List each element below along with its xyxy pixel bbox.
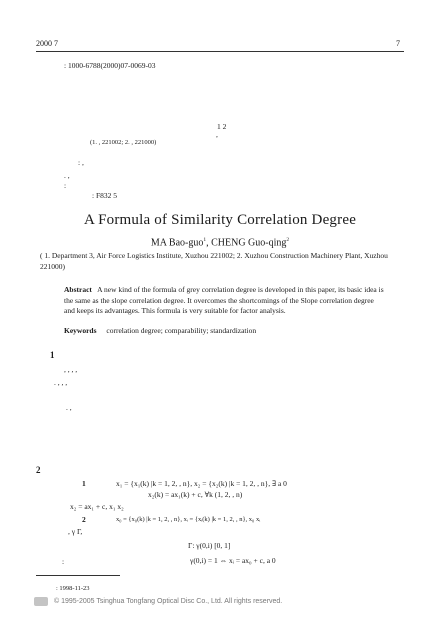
keywords-label: Keywords: [64, 326, 97, 335]
gamma-definition: Γ: γ(0,i) [0, 1]: [188, 541, 231, 550]
document-id: : 1000-6788(2000)07-0069-03: [64, 61, 156, 70]
clc-number: : F832 5: [92, 191, 118, 200]
definition-1-line-1: x₁ = {x₁(k) |k = 1, 2, , n}, x₂ = {x₂(k) |k = 1, 2, , n}, ∃ a 0: [116, 479, 287, 488]
english-authors: [0, 237, 440, 248]
abstract-label: Abstract: [64, 285, 92, 294]
section-1-number: 1: [50, 350, 55, 360]
gamma-colon: :: [62, 557, 65, 566]
definition-1-line-2: x₂(k) = ax₁(k) + c, ∀k (1, 2, , n): [148, 490, 243, 499]
abstract-cn-line-b: . ,: [64, 171, 70, 180]
keywords-text: correlation degree; comparability; standardization: [106, 326, 257, 335]
author-1: MA Bao-guo: [150, 237, 204, 249]
footnote-rule: [36, 575, 120, 576]
author-1-superscript: 1: [203, 237, 207, 243]
clc-prefix: :: [64, 181, 67, 190]
english-abstract: [64, 285, 384, 317]
header-rule: [36, 51, 404, 52]
publisher-logo-icon: [34, 597, 48, 606]
author-marks: 1 2: [217, 122, 227, 131]
definition-2-line-1: x₀ = {x₀(k) |k = 1, 2, , n}, xᵢ = {xᵢ(k) |k = 1, 2, , n}, x₀ xᵢ: [116, 516, 261, 523]
author-2-superscript: 2: [286, 237, 290, 243]
definition-2-line-2: , γ Γ,: [68, 527, 83, 536]
english-title: A Formula of Similarity Correlation Degree: [83, 212, 357, 228]
chinese-affiliation-line: (1. , 221002; 2. , 221000): [90, 139, 157, 146]
abstract-text: A new kind of the formula of grey correlation degree is developed in this paper, its basic idea is the same as the slope correlation degree. It overcomes the shortcomings of the Slope correlation degree and keeps its advantages. This formula is very suitable for factor analysis.: [64, 285, 384, 315]
header-year-issue: 2000 7: [36, 39, 58, 48]
english-affiliation: ( 1. Department 3, Air Force Logistics Institute, Xuzhou 221002; 2. Xuzhou Construction Machinery Plant, Xuzhou 221000): [40, 251, 388, 271]
author-2: CHENG Guo-qing: [211, 237, 287, 249]
section-2-number: 2: [36, 465, 41, 475]
author-separator: ,: [206, 237, 212, 249]
keywords-line: [64, 326, 256, 335]
gamma-equation: γ(0,i) = 1 ⇔ xᵢ = ax₀ + c, a 0: [190, 556, 276, 565]
abstract-cn-line-a: : ,: [78, 158, 84, 167]
copyright-notice: © 1995-2005 Tsinghua Tongfang Optical Disc Co., Ltd. All rights reserved.: [54, 598, 283, 605]
definition-1-number: 1: [82, 479, 86, 488]
author-comma: ,: [216, 130, 218, 139]
header-page-number: 7: [396, 39, 400, 48]
section-1-line-3: . ,: [66, 403, 72, 412]
section-1-line-1: , , , ,: [64, 365, 78, 374]
definition-1-line-3: x₂ = ax₁ + c, x₁ x₂: [70, 502, 124, 511]
footnote-received-date: : 1998-11-23: [56, 585, 90, 592]
definition-2-number: 2: [82, 515, 86, 524]
section-1-line-2: . , , ,: [54, 378, 68, 387]
